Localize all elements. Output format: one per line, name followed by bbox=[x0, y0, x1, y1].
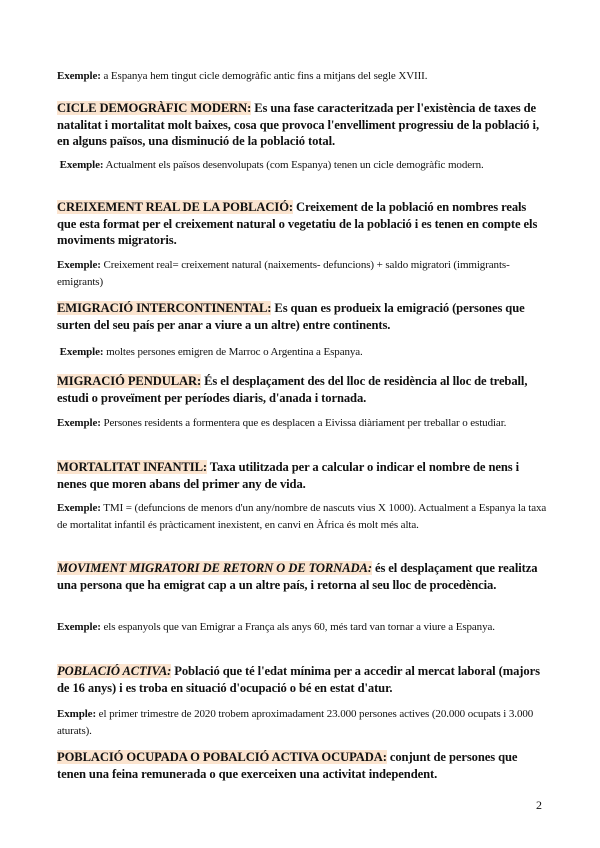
definition-text: conjunt de persones que tenen una feina remunerada o que exerceixen una activitat independent. bbox=[57, 750, 518, 781]
definition-paragraph bbox=[57, 373, 547, 406]
example-label: Exemple: bbox=[57, 417, 101, 429]
example-paragraph bbox=[57, 344, 547, 361]
term-heading: CICLE DEMOGRÀFIC MODERN: bbox=[57, 101, 252, 115]
term-heading: CREIXEMENT REAL DE LA POBLACIÓ: bbox=[57, 200, 293, 214]
example-paragraph bbox=[57, 157, 547, 174]
definition-paragraph bbox=[57, 560, 547, 593]
example-text: TMI = (defuncions de menors d'un any/nombre de nascuts vius X 1000). Actualment a Espanya la taxa de mortalitat infantil és pràcticament inexistent, en canvi en Àfrica és molt més alta. bbox=[57, 502, 547, 531]
example-text: Actualment els països desenvolupats (com Espanya) tenen un cicle demogràfic modern. bbox=[103, 159, 484, 171]
example-label: Exemple: bbox=[59, 159, 104, 171]
definition-text: Es quan es produeix la emigració (persones que surten del seu país per anar a viure a un altre) entre continents. bbox=[57, 301, 525, 332]
definition-paragraph bbox=[57, 199, 547, 249]
definition-text: És el desplaçament des del lloc de residència al lloc de treball, estudi o proveïment per períodes diaris, d'anada i tornada. bbox=[57, 374, 528, 405]
example-text: a Espanya hem tingut cicle demogràfic antic fins a mitjans del segle XVIII. bbox=[100, 70, 428, 82]
definition-text: Població que té l'edat mínima per a accedir al mercat laboral (majors de 16 anys) i es troba en situació d'ocupació o bé en estat d'atur. bbox=[57, 664, 540, 695]
definition-text: Es una fase caracteritzada per l'existència de taxes de natalitat i mortalitat molt baixes, cosa que provoca l'envelliment progressiu de la població i, en alguns països, una disminució de la població total. bbox=[57, 101, 539, 149]
example-label: Exemple: bbox=[57, 621, 101, 633]
definition-text: és el desplaçament que realitza una persona que ha emigrat cap a un altre país, i retorna al seu lloc de procedència. bbox=[57, 561, 538, 592]
definition-paragraph bbox=[57, 749, 547, 782]
term-heading: MORTALITAT INFANTIL: bbox=[57, 460, 207, 474]
term-heading: POBLACIÓ OCUPADA O POBALCIÓ ACTIVA OCUPADA: bbox=[57, 750, 387, 764]
example-label: Exmple: bbox=[57, 708, 97, 720]
example-text: moltes persones emigren de Marroc o Argentina a Espanya. bbox=[103, 346, 363, 358]
example-label: Exemple: bbox=[57, 259, 101, 271]
example-text: Persones residents a formentera que es desplacen a Eivissa diàriament per treballar o estudiar. bbox=[100, 417, 507, 429]
term-heading: MOVIMENT MIGRATORI DE RETORN O DE TORNADA: bbox=[57, 561, 372, 575]
term-heading: MIGRACIÓ PENDULAR: bbox=[57, 374, 202, 388]
definition-text: Creixement de la població en nombres reals que esta format per el creixement natural o vegetatiu de la població i es tenen en compte els moviments migratoris. bbox=[57, 200, 538, 248]
example-paragraph bbox=[57, 500, 547, 533]
term-heading: EMIGRACIÓ INTERCONTINENTAL: bbox=[57, 301, 272, 315]
definition-paragraph bbox=[57, 300, 547, 333]
page-number: 2 bbox=[536, 798, 542, 812]
example-label: Exemple: bbox=[59, 346, 104, 358]
example-paragraph bbox=[57, 706, 547, 739]
example-text: els espanyols que van Emigrar a França als anys 60, més tard van tornar a viure a Espanya. bbox=[100, 621, 495, 633]
definition-paragraph bbox=[57, 459, 547, 492]
example-paragraph bbox=[57, 619, 547, 636]
term-heading: POBLACIÓ ACTIVA: bbox=[57, 664, 172, 678]
example-text: Creixement real= creixement natural (naixements- defuncions) + saldo migratori (immigrants- emigrants) bbox=[57, 259, 510, 288]
definition-text: Taxa utilitzada per a calcular o indicar el nombre de nens i nenes que moren abans del primer any de vida. bbox=[57, 460, 520, 491]
example-label: Exemple: bbox=[57, 70, 101, 82]
definition-paragraph bbox=[57, 100, 547, 150]
example-paragraph bbox=[57, 415, 547, 432]
example-label: Exemple: bbox=[57, 502, 101, 514]
example-paragraph bbox=[57, 257, 547, 290]
example-text: el primer trimestre de 2020 trobem aproximadament 23.000 persones actives (20.000 ocupats i 3.000 aturats). bbox=[57, 708, 534, 737]
definition-paragraph bbox=[57, 663, 547, 696]
example-paragraph bbox=[57, 68, 547, 85]
